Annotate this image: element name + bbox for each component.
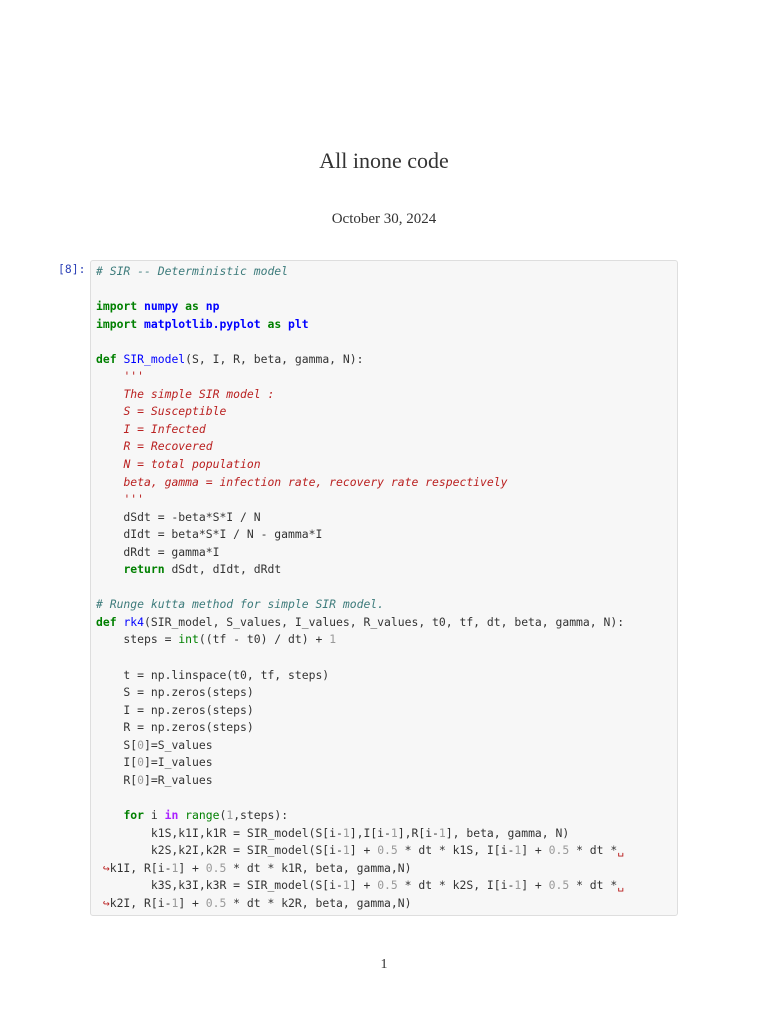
code-line <box>96 316 624 334</box>
code-token: import <box>96 316 138 331</box>
code-line <box>96 614 624 632</box>
code-token: R = Recovered <box>123 439 213 454</box>
code-token: ↪ <box>96 895 110 910</box>
code-token <box>96 439 123 453</box>
document-title: All inone code <box>319 148 449 173</box>
code-token <box>96 387 123 401</box>
code-token: 1 <box>342 843 350 858</box>
code-token: ''' <box>123 492 145 507</box>
cell-execution-count: [8]: <box>58 262 86 276</box>
code-token <box>199 299 206 313</box>
code-line <box>96 368 624 386</box>
code-token: matplotlib.pyplot <box>144 316 261 331</box>
code-token: dRdt = gamma*I <box>96 544 220 559</box>
code-line <box>96 860 624 878</box>
code-token: ( <box>219 807 227 822</box>
code-token: 0.5 <box>377 878 398 893</box>
code-token: 1 <box>514 878 522 893</box>
code-token: S = np.zeros(steps) <box>96 685 254 700</box>
code-token: I[ <box>96 755 138 770</box>
code-line <box>96 474 624 492</box>
code-line <box>96 281 624 299</box>
code-token: ]=R_values <box>144 772 213 787</box>
code-token: ]=I_values <box>144 755 213 770</box>
code-token <box>96 404 123 418</box>
code-token: return <box>123 562 165 577</box>
code-token: import <box>96 299 138 314</box>
code-token: 1 <box>329 632 337 647</box>
code-cell[interactable] <box>90 260 678 916</box>
code-token: ] + <box>349 843 378 858</box>
code-token: * dt * k2R, beta, gamma,N) <box>226 895 412 910</box>
code-line <box>96 842 624 860</box>
code-token: 1 <box>514 843 522 858</box>
code-token: for <box>123 807 145 822</box>
code-token: k2I, R[i- <box>109 895 172 910</box>
code-token: int <box>178 632 199 647</box>
code-token: * dt * k1S, I[i- <box>397 843 515 858</box>
code-line <box>96 895 624 913</box>
code-line <box>96 386 624 404</box>
code-token: ␣ <box>617 878 625 893</box>
code-token <box>96 422 123 436</box>
code-line <box>96 667 624 685</box>
code-token: ''' <box>123 369 145 384</box>
code-line <box>96 684 624 702</box>
code-token: range <box>185 807 220 822</box>
code-line <box>96 737 624 755</box>
code-token: plt <box>288 316 309 331</box>
code-token: * dt * k2S, I[i- <box>397 878 515 893</box>
code-line <box>96 649 624 667</box>
code-token: ,steps): <box>233 807 289 822</box>
code-token: ],I[i- <box>349 825 391 840</box>
code-token: as <box>267 316 282 331</box>
code-token: numpy <box>144 299 179 314</box>
code-token: 0 <box>137 737 145 752</box>
code-block[interactable] <box>96 263 624 912</box>
code-token: i <box>144 807 165 822</box>
code-token <box>96 457 123 471</box>
code-token: * dt * <box>569 843 618 858</box>
code-token: 1 <box>390 825 398 840</box>
code-token: dSdt, dIdt, dRdt <box>164 562 282 577</box>
code-token: R[ <box>96 772 138 787</box>
code-token: * dt * <box>569 878 618 893</box>
code-token: ((tf - t0) / dt) + <box>198 632 330 647</box>
code-token: 1 <box>438 825 446 840</box>
code-token: k1S,k1I,k1R = SIR_model(S[i- <box>96 825 343 840</box>
code-line <box>96 421 624 439</box>
code-line <box>96 789 624 807</box>
code-token: ]=S_values <box>144 737 213 752</box>
code-token <box>96 475 123 489</box>
code-line <box>96 509 624 527</box>
code-line <box>96 702 624 720</box>
code-token: The simple SIR model : <box>123 386 275 401</box>
code-token: 0.5 <box>377 843 398 858</box>
code-line <box>96 877 624 895</box>
code-token: k3S,k3I,k3R = SIR_model(S[i- <box>96 878 343 893</box>
code-line <box>96 631 624 649</box>
code-token: beta, gamma = infection rate, recovery rate respectively <box>123 474 508 489</box>
code-token: ↪ <box>96 860 110 875</box>
code-token: 1 <box>171 860 179 875</box>
code-token: 0.5 <box>548 878 570 893</box>
code-line <box>96 719 624 737</box>
code-line <box>96 596 624 614</box>
code-line <box>96 403 624 421</box>
code-token: rk4 <box>123 614 145 629</box>
code-token: ],R[i- <box>397 825 439 840</box>
code-token: ], beta, gamma, N) <box>445 825 570 840</box>
code-token <box>96 562 123 576</box>
code-token: SIR_model <box>123 351 186 366</box>
code-token: ] + <box>521 878 549 893</box>
document-date: October 30, 2024 <box>331 211 437 227</box>
code-token: 1 <box>342 878 350 893</box>
code-token <box>96 808 123 822</box>
code-token: 0.5 <box>205 895 227 910</box>
code-line <box>96 544 624 562</box>
code-line <box>96 263 624 281</box>
code-token: I = Infected <box>123 421 206 436</box>
code-token: np <box>205 299 220 314</box>
code-token: dIdt = beta*S*I / N - gamma*I <box>96 527 323 542</box>
code-line <box>96 438 624 456</box>
code-token: ␣ <box>617 843 625 858</box>
code-token: def <box>96 351 117 366</box>
page-number: 1 <box>380 957 388 972</box>
code-token: as <box>185 299 199 314</box>
code-token: * dt * k1R, beta, gamma,N) <box>226 860 412 875</box>
code-line <box>96 825 624 843</box>
code-token: 1 <box>342 825 350 840</box>
code-token: (S, I, R, beta, gamma, N): <box>185 351 364 366</box>
code-token: in <box>164 807 179 822</box>
code-token: ] + <box>521 843 549 858</box>
code-token <box>137 317 144 331</box>
code-line <box>96 754 624 772</box>
code-token: def <box>96 614 117 629</box>
code-token <box>96 492 123 506</box>
code-token: t = np.linspace(t0, tf, steps) <box>96 667 330 682</box>
code-token: steps = <box>96 632 179 647</box>
code-line <box>96 456 624 474</box>
code-token: k2S,k2I,k2R = SIR_model(S[i- <box>96 843 343 858</box>
code-line <box>96 579 624 597</box>
code-token: N = total population <box>123 457 261 472</box>
code-token: 1 <box>171 895 179 910</box>
code-token <box>96 369 123 383</box>
code-token: # SIR -- Deterministic model <box>96 264 289 278</box>
code-token <box>137 299 144 313</box>
code-token: # Runge kutta method for simple SIR model. <box>96 597 385 612</box>
code-token: 0.5 <box>205 860 227 875</box>
code-token: 1 <box>226 807 234 822</box>
code-line <box>96 491 624 509</box>
code-line <box>96 561 624 579</box>
code-token: k1I, R[i- <box>109 860 172 875</box>
code-token: 0 <box>137 772 145 787</box>
code-line <box>96 298 624 316</box>
code-token: I = np.zeros(steps) <box>96 702 254 717</box>
code-token: (SIR_model, S_values, I_values, R_values, t0, tf, dt, beta, gamma, N): <box>144 614 625 629</box>
code-token: S[ <box>96 737 138 752</box>
code-token: ] + <box>178 895 206 910</box>
code-token: 0.5 <box>548 843 570 858</box>
code-token: ] + <box>349 878 378 893</box>
code-token: dSdt = -beta*S*I / N <box>96 509 261 524</box>
code-token: R = np.zeros(steps) <box>96 720 254 735</box>
code-line <box>96 351 624 369</box>
code-line <box>96 807 624 825</box>
code-token: S = Susceptible <box>123 404 227 419</box>
code-line <box>96 526 624 544</box>
code-line <box>96 772 624 790</box>
code-line <box>96 333 624 351</box>
code-token: 0 <box>137 755 145 770</box>
code-token: ] + <box>178 860 206 875</box>
